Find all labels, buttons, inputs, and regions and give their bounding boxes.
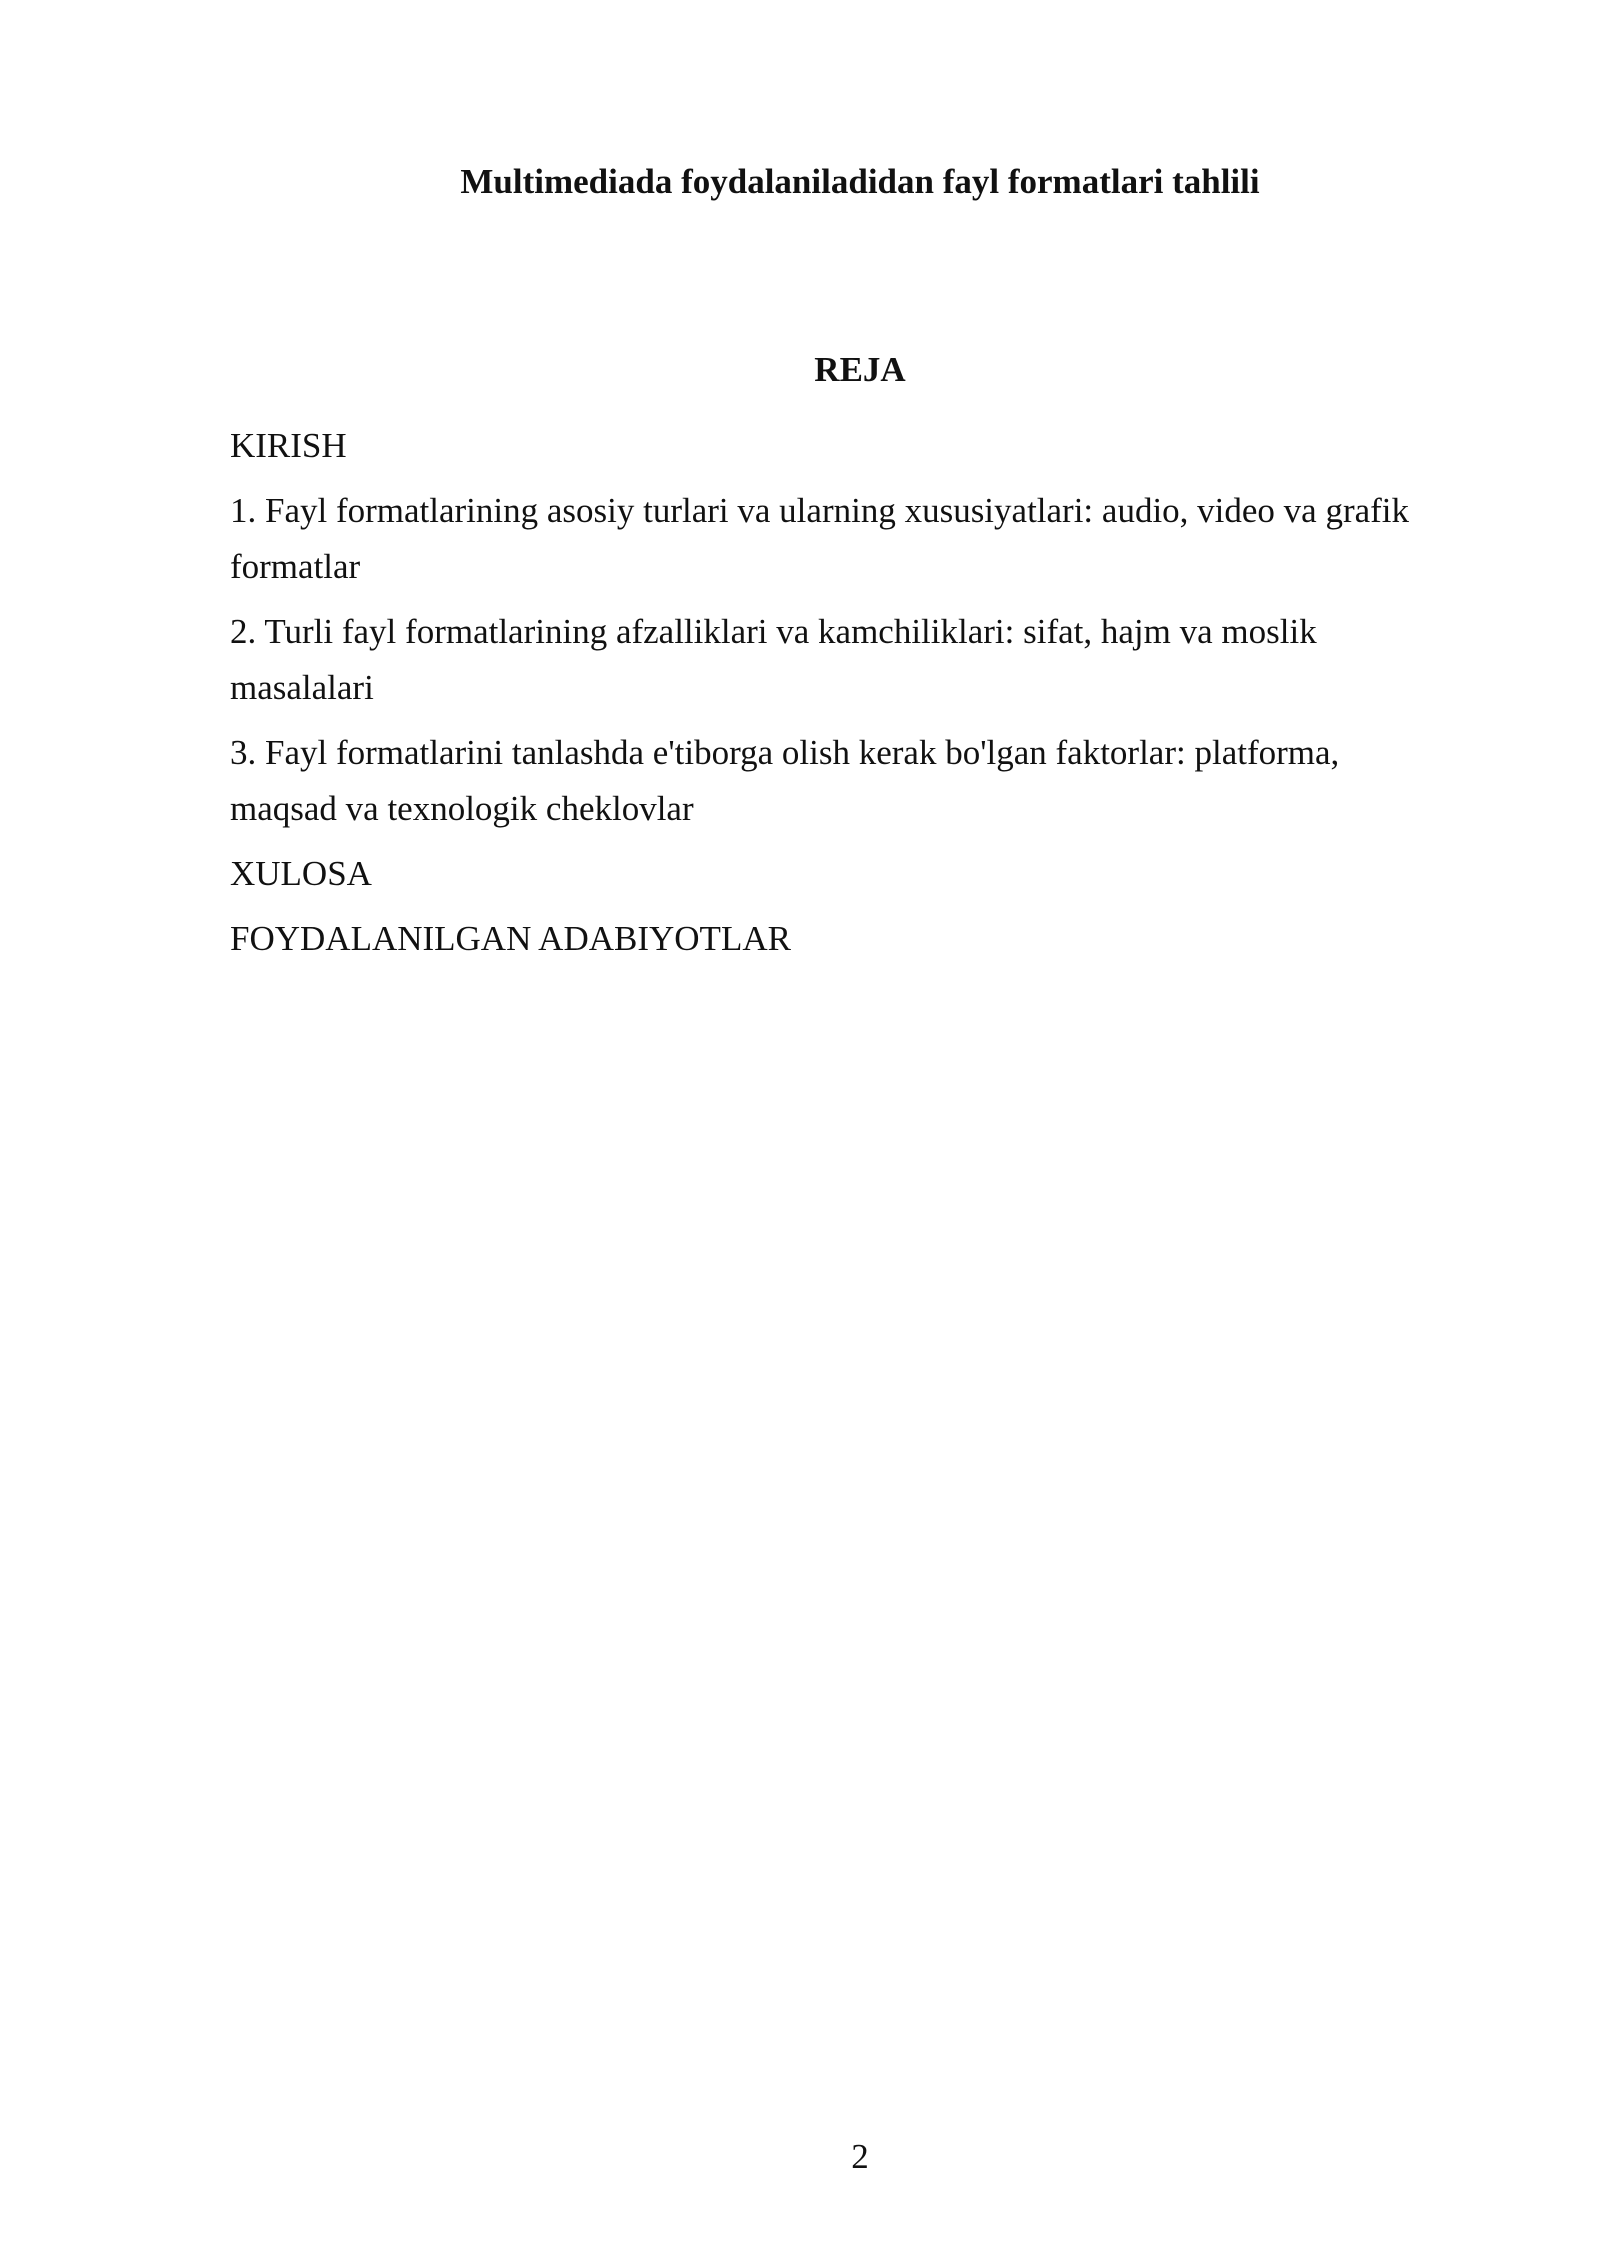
document-title: Multimediada foydalaniladidan fayl formatlari tahlili <box>460 162 1260 201</box>
plan-heading: REJA <box>814 350 906 389</box>
plan-item-3: 3. Fayl formatlarini tanlashda e'tiborga olish kerak bo'lgan faktorlar: platforma, maqsad va texnologik cheklovlar <box>230 733 1340 828</box>
plan-item-introduction: KIRISH <box>230 426 347 465</box>
plan-item-1: 1. Fayl formatlarining asosiy turlari va ularning xususiyatlari: audio, video va grafik formatlar <box>230 491 1410 586</box>
plan-item-conclusion: XULOSA <box>230 854 372 893</box>
plan-list <box>230 418 1445 976</box>
plan-item-2: 2. Turli fayl formatlarining afzalliklari va kamchiliklari: sifat, hajm va moslik masalalari <box>230 612 1317 707</box>
plan-item-references: FOYDALANILGAN ADABIYOTLAR <box>230 919 791 958</box>
page-number: 2 <box>851 2137 869 2176</box>
